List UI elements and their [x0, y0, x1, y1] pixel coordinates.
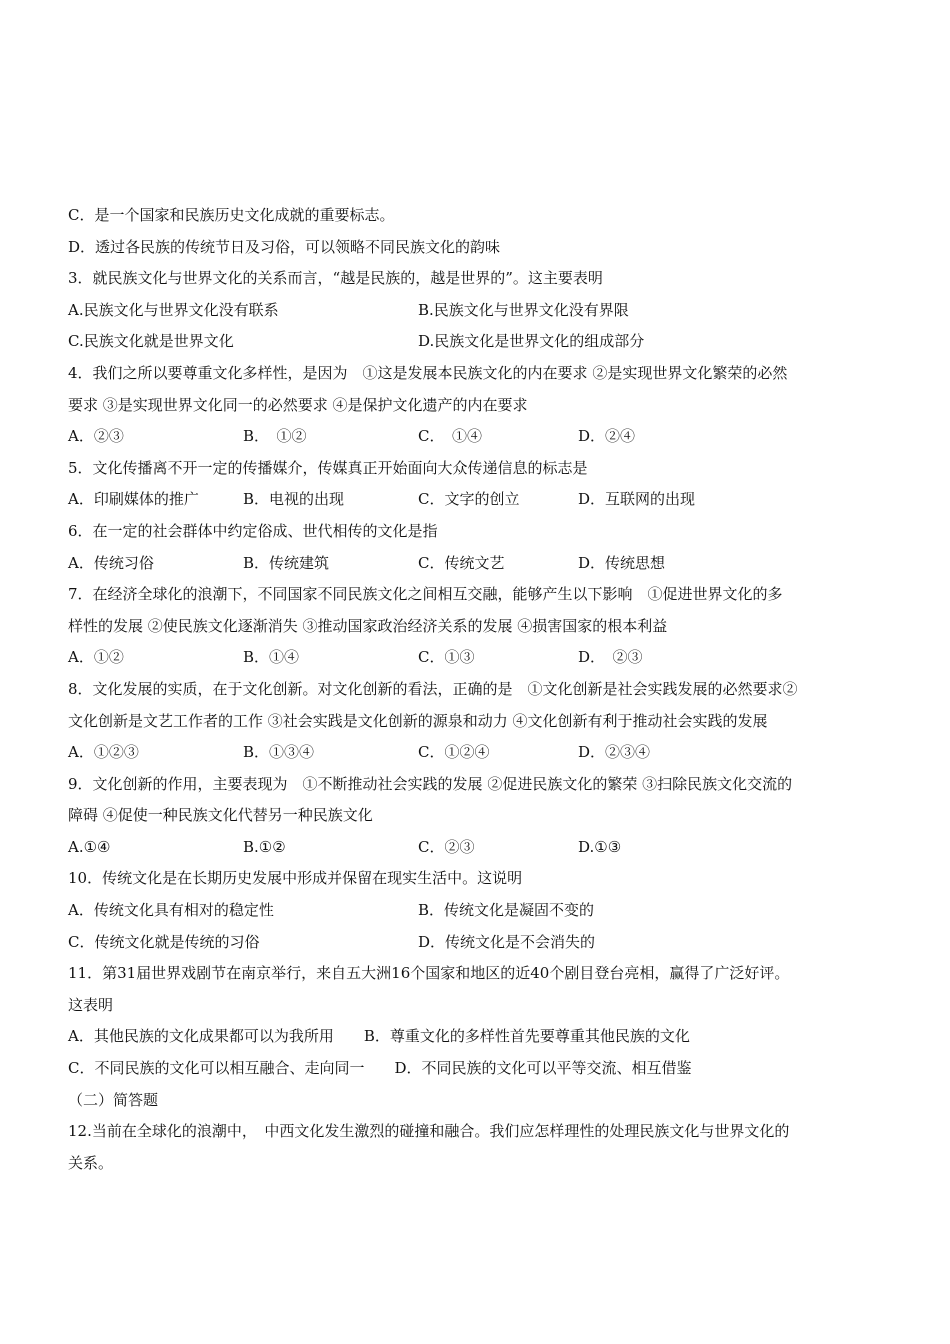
answer-option: D．传统思想 — [578, 553, 666, 572]
answer-option: D.民族文化是世界文化的组成部分 — [418, 332, 645, 351]
text-line: 障碍 ④促使一种民族文化代替另一种民族文化 — [68, 806, 373, 825]
text-line: 文化创新是文艺工作者的工作 ③社会实践是文化创新的源泉和动力 ④文化创新有利于推动社会实践的发展 — [68, 711, 768, 730]
answer-option: D．传统文化是不会消失的 — [418, 932, 596, 951]
text-line: （二）简答题 — [68, 1090, 159, 1109]
answer-option: C．②③ — [418, 837, 475, 856]
answer-option: B.①② — [243, 837, 286, 856]
answer-option: B．传统文化是凝固不变的 — [418, 901, 595, 920]
text-line: 5．文化传播离不开一定的传播媒介，传媒真正开始面向大众传递信息的标志是 — [68, 458, 588, 477]
text-line: 6．在一定的社会群体中约定俗成、世代相传的文化是指 — [68, 521, 438, 540]
answer-option: C．传统文化就是传统的习俗 — [68, 932, 260, 951]
text-line: 4．我们之所以要尊重文化多样性，是因为 ①这是发展本民族文化的内在要求 ②是实现世界文化繁荣的必然 — [68, 363, 788, 382]
answer-option: A．传统文化具有相对的稳定性 — [68, 901, 274, 920]
options-row — [68, 642, 888, 674]
text-line: A．其他民族的文化成果都可以为我所用 B．尊重文化的多样性首先要尊重其他民族的文化 — [68, 1027, 690, 1046]
text-line: 这表明 — [68, 995, 114, 1014]
answer-option: D．互联网的出现 — [578, 490, 696, 509]
text-line: 8．文化发展的实质，在于文化创新。对文化创新的看法，正确的是 ①文化创新是社会实践发展的必然要求② — [68, 679, 798, 698]
text-line: 样性的发展 ②使民族文化逐渐消失 ③推动国家政治经济关系的发展 ④损害国家的根本利益 — [68, 616, 668, 635]
text-line: D．透过各民族的传统节日及习俗，可以领略不同民族文化的韵味 — [68, 237, 501, 256]
answer-option: C．①②④ — [418, 743, 490, 762]
text-line: 11．第31届世界戏剧节在南京举行，来自五大洲16个国家和地区的近40个剧目登台亮相，赢得了广泛好评。 — [68, 964, 790, 983]
answer-option: A．传统习俗 — [68, 553, 154, 572]
text-line: 12.当前在全球化的浪潮中， 中西文化发生激烈的碰撞和融合。我们应怎样理性的处理民族文化与世界文化的 — [68, 1122, 790, 1141]
answer-option: A．印刷媒体的推广 — [68, 490, 199, 509]
options-row — [68, 295, 888, 327]
answer-option: C.民族文化就是世界文化 — [68, 332, 234, 351]
options-row — [68, 326, 888, 358]
answer-option: B．传统建筑 — [243, 553, 330, 572]
answer-option: C．传统文艺 — [418, 553, 505, 572]
answer-option: A．②③ — [68, 427, 124, 446]
options-row — [68, 484, 888, 516]
text-line: 7．在经济全球化的浪潮下，不同国家不同民族文化之间相互交融，能够产生以下影响 ①促进世界文化的多 — [68, 585, 783, 604]
options-row — [68, 737, 888, 769]
answer-option: D.①③ — [578, 837, 622, 856]
text-line: 要求 ③是实现世界文化同一的必然要求 ④是保护文化遗产的内在要求 — [68, 395, 528, 414]
answer-option: A．①② — [68, 648, 124, 667]
answer-option: D．②④ — [578, 427, 636, 446]
answer-option: C． ①④ — [418, 427, 482, 446]
answer-option: C．①③ — [418, 648, 475, 667]
answer-option: D．②③④ — [578, 743, 651, 762]
text-line: C．是一个国家和民族历史文化成就的重要标志。 — [68, 206, 395, 224]
options-row — [68, 421, 888, 453]
text-line: C．不同民族的文化可以相互融合、走向同一 D．不同民族的文化可以平等交流、相互借鉴 — [68, 1059, 692, 1078]
exam-content — [68, 200, 888, 1179]
answer-option: B.民族文化与世界文化没有界限 — [418, 300, 629, 319]
text-line: 3．就民族文化与世界文化的关系而言，“越是民族的，越是世界的”。这主要表明 — [68, 269, 603, 288]
options-row — [68, 895, 888, 927]
answer-option: A.民族文化与世界文化没有联系 — [68, 300, 279, 319]
answer-option: C．文字的创立 — [418, 490, 520, 509]
answer-option: B．电视的出现 — [243, 490, 345, 509]
answer-option: B． ①② — [243, 427, 307, 446]
options-row — [68, 832, 888, 864]
answer-option: D． ②③ — [578, 648, 643, 667]
text-line: 9．文化创新的作用，主要表现为 ①不断推动社会实践的发展 ②促进民族文化的繁荣 ③扫除民族文化交流的 — [68, 774, 793, 793]
text-line: 关系。 — [68, 1153, 114, 1172]
answer-option: B．①④ — [243, 648, 300, 667]
answer-option: A．①②③ — [68, 743, 139, 762]
answer-option: A.①④ — [68, 837, 111, 856]
answer-option: B．①③④ — [243, 743, 315, 762]
options-row — [68, 927, 888, 959]
text-line: 10．传统文化是在长期历史发展中形成并保留在现实生活中。这说明 — [68, 869, 523, 888]
options-row — [68, 548, 888, 580]
